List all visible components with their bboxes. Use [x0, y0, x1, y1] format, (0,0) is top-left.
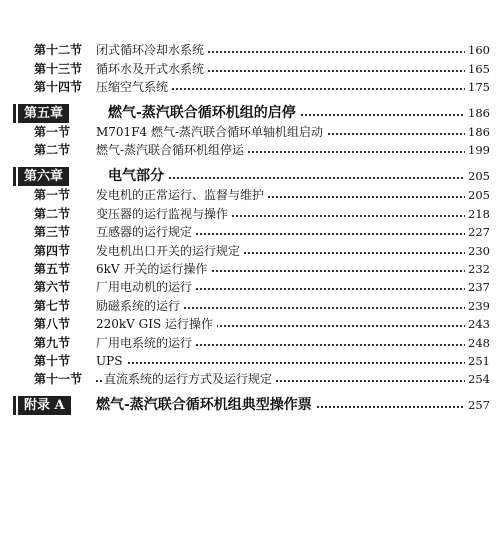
- toc-entry-chapter6-section-2[interactable]: [0, 204, 500, 224]
- page-number: 239: [465, 296, 490, 316]
- page-number: 248: [465, 333, 490, 353]
- section-number: 第九节: [34, 336, 71, 350]
- section-number: 第七节: [34, 299, 71, 313]
- section-number: 第十一节: [34, 372, 83, 386]
- toc-entry-chapter6-section-7[interactable]: [0, 296, 500, 316]
- section-title: 厂用电动机的运行: [96, 277, 196, 297]
- section-number: 第二节: [34, 207, 71, 221]
- dot-leader: [96, 362, 470, 364]
- page-number: 254: [465, 369, 490, 389]
- chapter-marker-bar: [13, 167, 16, 186]
- toc-entry-chapter6-section-10[interactable]: [0, 351, 500, 371]
- chapter-number-box: 第五章: [18, 104, 69, 123]
- page-number: 160: [465, 40, 490, 60]
- section-number: 第六节: [34, 280, 71, 294]
- section-number: 第三节: [34, 225, 71, 239]
- page-number: 227: [465, 222, 490, 242]
- section-number: 第十节: [34, 354, 71, 368]
- toc-entry-chapter-5[interactable]: [0, 103, 500, 123]
- toc-entry-chapter6-section-8[interactable]: [0, 314, 500, 334]
- section-title: 闭式循环冷却水系统: [96, 40, 208, 60]
- appendix-title: 燃气-蒸汽联合循环机组典型操作票: [96, 395, 316, 415]
- page-number: 165: [465, 59, 490, 79]
- toc-entry-section-13[interactable]: [0, 59, 500, 79]
- page-number: 218: [465, 204, 490, 224]
- section-title: 变压器的运行监视与操作: [96, 204, 232, 224]
- page-number: 257: [465, 395, 490, 415]
- section-title: UPS: [96, 351, 126, 371]
- chapter-marker-bar: [13, 104, 16, 123]
- section-title: 220kV GIS 运行操作: [96, 314, 217, 334]
- toc-entry-chapter6-section-11[interactable]: [0, 369, 500, 389]
- toc-entry-chapter6-section-1[interactable]: [0, 185, 500, 205]
- section-number: 第八节: [34, 317, 71, 331]
- page-number: 237: [465, 277, 490, 297]
- section-title: 发电机出口开关的运行规定: [96, 241, 244, 261]
- page-number: 186: [465, 122, 490, 142]
- toc-entry-chapter6-section-3[interactable]: [0, 222, 500, 242]
- section-title: 励磁系统的运行: [96, 296, 184, 316]
- section-number: 第一节: [34, 188, 71, 202]
- toc-entry-chapter5-section-2[interactable]: [0, 140, 500, 160]
- page-number: 251: [465, 351, 490, 371]
- chapter-label: [13, 103, 69, 123]
- chapter-label: [13, 166, 69, 186]
- section-title: 发电机的正常运行、监督与维护: [96, 185, 268, 205]
- page-number: 243: [465, 314, 490, 334]
- section-number: 第四节: [34, 244, 71, 258]
- toc-entry-chapter5-section-1[interactable]: [0, 122, 500, 142]
- section-number: 第二节: [34, 143, 71, 157]
- section-title: 6kV 开关的运行操作: [96, 259, 211, 279]
- toc-entry-chapter-6[interactable]: [0, 166, 500, 186]
- toc-entry-section-12[interactable]: [0, 40, 500, 60]
- page-number: 205: [465, 185, 490, 205]
- section-title: 直流系统的运行方式及运行规定: [104, 369, 276, 389]
- section-title: 厂用电系统的运行: [96, 333, 196, 353]
- section-number: 第十四节: [34, 80, 83, 94]
- section-title: 互感器的运行规定: [96, 222, 196, 242]
- chapter-title: 燃气-蒸汽联合循环机组的启停: [108, 103, 300, 123]
- chapter-number-box: 第六章: [18, 167, 69, 186]
- page-number: 232: [465, 259, 490, 279]
- page-number: 199: [465, 140, 490, 160]
- page-number: 175: [465, 77, 490, 97]
- page-number: 205: [465, 166, 490, 186]
- toc-entry-section-14[interactable]: [0, 77, 500, 97]
- toc-entry-chapter6-section-6[interactable]: [0, 277, 500, 297]
- section-number: 第十三节: [34, 62, 83, 76]
- section-title: 压缩空气系统: [96, 77, 172, 97]
- toc-entry-chapter6-section-4[interactable]: [0, 241, 500, 261]
- appendix-marker-bar: [13, 396, 16, 415]
- toc-entry-chapter6-section-5[interactable]: [0, 259, 500, 279]
- page-number: 186: [465, 103, 490, 123]
- page-number: 230: [465, 241, 490, 261]
- appendix-label: [13, 395, 71, 415]
- section-title: 循环水及开式水系统: [96, 59, 208, 79]
- chapter-title: 电气部分: [108, 166, 168, 186]
- section-title: M701F4 燃气-蒸汽联合循环单轴机组启动: [96, 122, 327, 142]
- section-number: 第一节: [34, 125, 71, 139]
- toc-entry-chapter6-section-9[interactable]: [0, 333, 500, 353]
- section-number: 第十二节: [34, 43, 83, 57]
- section-title: 燃气-蒸汽联合循环机组停运: [96, 140, 248, 160]
- appendix-number-box: 附录 A: [18, 396, 71, 415]
- toc-entry-appendix-a[interactable]: [0, 395, 500, 415]
- section-number: 第五节: [34, 262, 71, 276]
